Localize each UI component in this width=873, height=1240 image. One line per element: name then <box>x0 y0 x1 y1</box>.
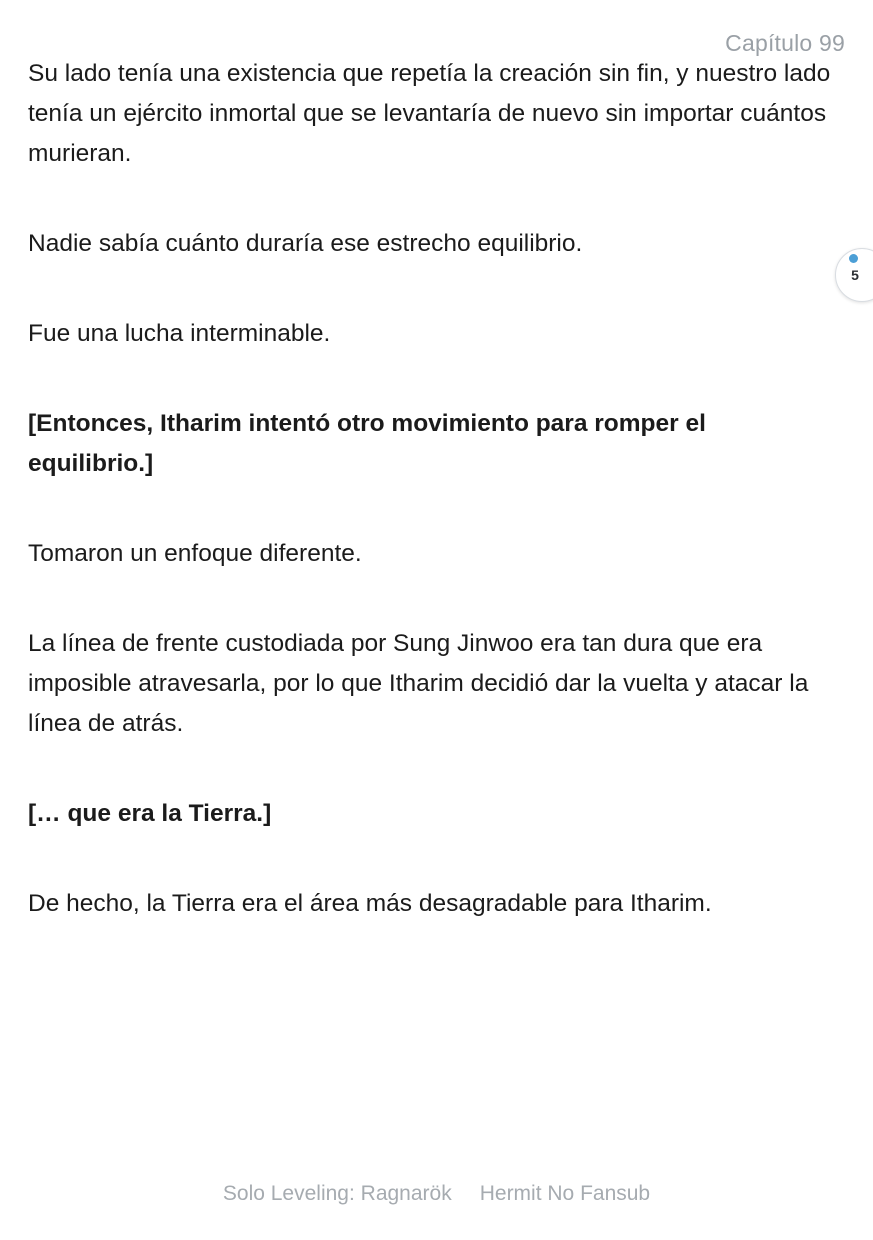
progress-dot-icon <box>849 254 858 263</box>
footer-series-title: Solo Leveling: Ragnarök <box>222 1182 452 1205</box>
paragraph: Tomaron un enfoque diferente. <box>28 540 362 567</box>
paragraph: Fue una lucha interminable. <box>28 320 331 347</box>
progress-value: 5 <box>851 267 859 283</box>
page-footer <box>0 1182 873 1206</box>
footer-group-name: Hermit No Fansub <box>479 1182 651 1205</box>
paragraph: De hecho, la Tierra era el área más desagradable para Itharim. <box>28 890 712 917</box>
paragraph-system-message: [Entonces, Itharim intentó otro movimiento para romper el equilibrio.] <box>28 410 706 477</box>
paragraph: La línea de frente custodiada por Sung Jinwoo era tan dura que era imposible atravesarla, por lo que Itharim decidió dar la vuelta y atacar la línea de atrás. <box>28 630 809 737</box>
paragraph: Su lado tenía una existencia que repetía la creación sin fin, y nuestro lado tenía un ejército inmortal que se levantaría de nuevo sin importar cuántos murieran. <box>28 60 831 167</box>
chapter-body <box>28 54 846 974</box>
chapter-label: Capítulo 99 <box>725 30 845 56</box>
paragraph-system-message: [… que era la Tierra.] <box>28 800 272 827</box>
paragraph: Nadie sabía cuánto duraría ese estrecho equilibrio. <box>28 230 583 257</box>
